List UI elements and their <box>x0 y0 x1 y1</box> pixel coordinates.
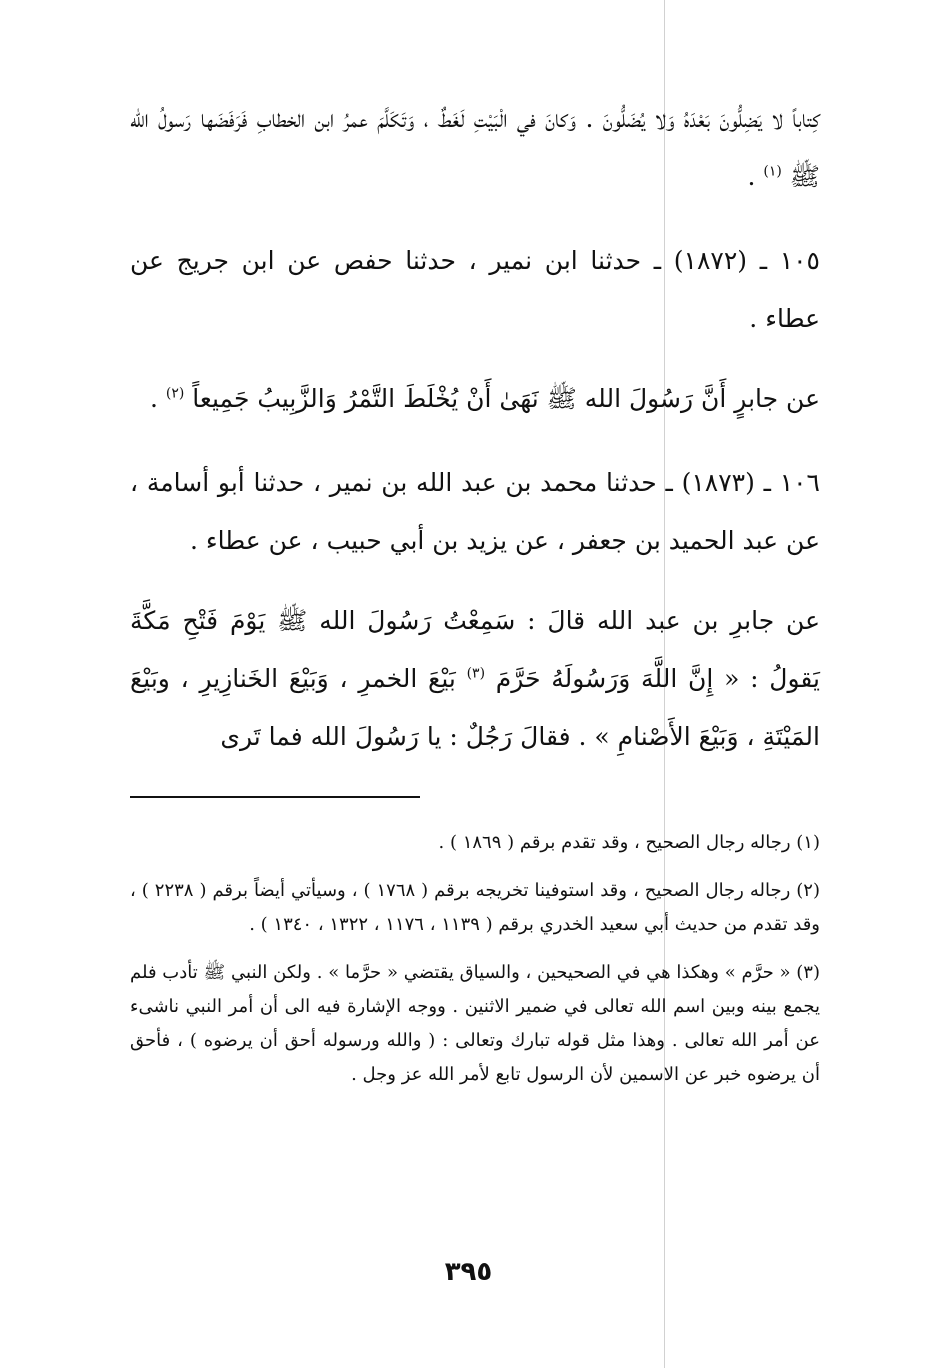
footnote-1: (١) رجاله رجال الصحيح ، وقد تقدم برقم ( ١٨٦٩ ) . <box>438 832 820 853</box>
hadith-105-matn-text: عن جابرٍ أَنَّ رَسُولَ الله ﷺ نَهَىٰ أَنْ يُخْلَطَ التَّمْرُ وَالزَّبِيبُ جَمِيعاً <box>192 384 820 413</box>
hadith-106-matn-text-b: بَيْعَ الخمرِ ، وَبَيْعَ الخَنازِيرِ ، وبَيْعَ المَيْتَةِ ، وَبَيْعَ الأَصْنامِ » . فقالَ رَجُلٌ : يا رَسُولَ الله فما تَرى <box>130 664 820 751</box>
hadith-105-matn <box>130 370 820 428</box>
footnotes <box>130 826 820 1092</box>
footnote-2: (٢) رجاله رجال الصحيح ، وقد استوفينا تخريجه برقم ( ١٧٦٨ ) ، وسيأتي أيضاً برقم ( ٢٢٣٨ ) ، وقد تقدم من حديث أبي سعيد الخدري برقم ( ١١٣٩ ، ١١٧٦ ، ١٣٢٢ ، ١٣٤٠ ) . <box>130 880 820 935</box>
hadith-106-matn <box>130 592 820 766</box>
footnote-3: (٣) « حرَّم » وهكذا هي في الصحيحين ، والسياق يقتضي « حرَّما » . ولكن النبي ﷺ تأدب فلم يجمع بينه وبين اسم الله تعالى في ضمير الاثنين . ووجه الإشارة فيه الى أن أمر النبي ناشىء عن أمر الله تعالى . وهذا مثل قوله تبارك وتعالى : ( والله ورسوله أحق أن يرضوه ) ، فأحق أن يرضوه خبر عن الاسمين لأن الرسول تابع لأمر الله عز وجل . <box>130 962 821 1085</box>
footnote-ref-1: (١) <box>763 163 782 180</box>
footnote-separator <box>130 796 420 798</box>
paragraph-1-text: كِتاباً لا يَضِلُّونَ بَعْدَهُ وَلا يُضَلُّونَ . وَكانَ في الْبَيْتِ لَغَطٌ ، وَتَكَلَّمَ عمرُ ابن الخطابِ فَرَفَضَها رَسولُ الله ﷺ <box>130 104 820 191</box>
footnote-ref-2: (٢) <box>165 385 185 402</box>
page-body <box>130 90 820 1106</box>
main-text <box>130 90 820 766</box>
paragraph-1-end: . <box>747 162 756 191</box>
hadith-106-isnad: ١٠٦ ـ (١٨٧٣) ـ حدثنا محمد بن عبد الله بن نمير ، حدثنا أبو أسامة ، عن عبد الحميد بن جعفر ، عن يزيد بن أبي حبيب ، عن عطاء . <box>130 468 820 555</box>
hadith-106-matn-text-a: عن جابرِ بن عبد الله قالَ : سَمِعْتُ رَسُولَ الله ﷺ يَوْمَ فَتْحِ مَكَّةَ يَقولُ : « إِنَّ اللَّهَ وَرَسُولَهُ حَرَّمَ <box>130 606 820 693</box>
hadith-105-matn-end: . <box>149 384 158 413</box>
footnote-ref-3: (٣) <box>466 665 486 682</box>
paragraph-1 <box>130 90 820 206</box>
footnote-separator-wrap <box>130 796 820 798</box>
page-number: ٣٩٥ <box>444 1257 493 1287</box>
hadith-105-isnad: ١٠٥ ـ (١٨٧٢) ـ حدثنا ابن نمير ، حدثنا حفص عن ابن جريج عن عطاء . <box>130 246 820 333</box>
